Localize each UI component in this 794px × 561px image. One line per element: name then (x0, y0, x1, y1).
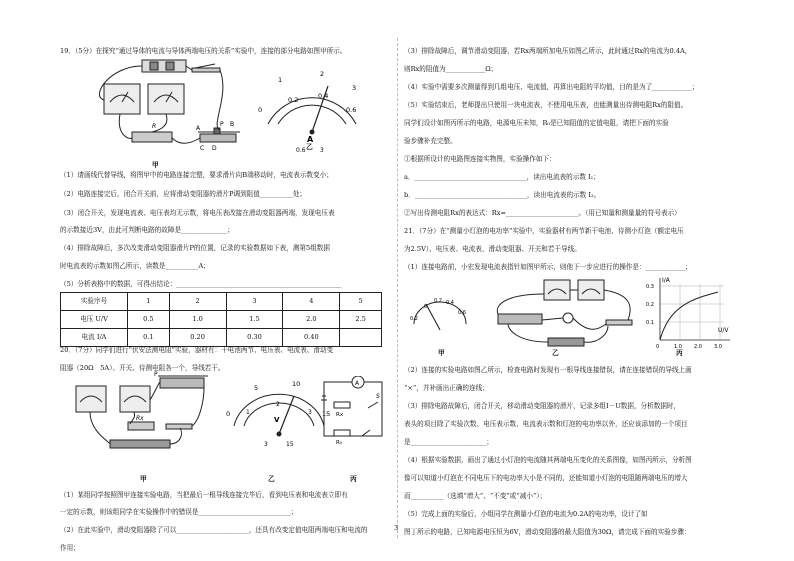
q20-step-b: b．__________________________________，读出电流表的示数 I₂。 (404, 191, 601, 199)
dial-tick: 15 (322, 410, 331, 418)
dial-tick: 0.6 (458, 310, 466, 316)
fig-caption-jia: 甲 (140, 475, 147, 483)
q20-part4: （4）实验中需要多次测量得到几组电压、电流值，再算出电阻的平均值，目的是为了____________； (404, 83, 699, 91)
graph-ytick: 0.1 (646, 320, 654, 326)
label-A: A (355, 380, 360, 387)
q19-part2: （2）电路连接完后，闭合开关前，应将滑动变阻器的滑片P调到阻值__________处； (60, 190, 307, 198)
q20-part3-cont: 则Rx的阻值为____________Ω； (404, 65, 498, 73)
fig-caption-jia: 甲 (152, 161, 159, 169)
label-D: D (212, 145, 217, 152)
label-S: S (376, 393, 380, 400)
dial-tick: 0.2 (288, 96, 299, 104)
label-Rx: Rx (136, 415, 144, 422)
q19-part4-cont: 时电流表的示数如图乙所示，读数是__________A； (60, 262, 210, 270)
q20-part5-cont: 同学们设计如图丙所示的电路，电源电压未知，R₀是已知阻值的定值电阻，请把下面的实验 (404, 119, 669, 127)
q19-part3-cont: 的示数接近3V，由此可判断电路的故障是______________； (60, 226, 234, 234)
dial-tick: 0.4 (446, 300, 454, 306)
page-number: 3 (394, 524, 399, 532)
fig-caption-bing: 丙 (350, 475, 357, 483)
label-R: R (152, 123, 157, 130)
label-Rx: Rx (336, 412, 344, 418)
dial-unit: A (307, 135, 314, 144)
q21-part4-cont2: 而__________（选填“增大”、“不变”或“减小”）； (404, 492, 547, 500)
q20-step-a: a．__________________________________，读出电流表的示数 I₁； (404, 173, 600, 181)
dial-tick: 0 (226, 410, 231, 418)
q21-part1: （1）连接电路前，小宏发现电流表指针如图甲所示，则他下一步应进行的操作是：____________； (404, 263, 692, 271)
graph-xtick: 3.0 (714, 344, 722, 350)
label-P: P (220, 121, 224, 128)
graph-ytick: 0.3 (646, 284, 654, 290)
q21-part4: （4）根据实验数据，画出了通过小灯泡的电流随其两端电压变化的关系图像，如图丙所示，分析图 (404, 456, 692, 464)
label-P: P (154, 371, 158, 378)
dial-tick: 3 (352, 84, 357, 92)
q21-part2: （2）连接的实验电路如图乙所示，检查电路时发现有一根导线连接错误，请在连接错误的导线上画 (404, 366, 692, 374)
q21-fig-circuit (488, 274, 638, 354)
q19-fig-circuit (80, 56, 263, 162)
fig-caption-yi: 乙 (306, 143, 313, 151)
q20-expression: ②写出待测电阻Rx的表达式：Rx=______________________。（用已知量和测量量的符号表示） (404, 209, 681, 217)
q19-part3: （3）闭合开关，发现电流表、电压表均无示数，将电压表改接在滑动变阻器两端，发现电压表 (60, 209, 335, 217)
table-row: 实验序号 1 2 3 4 5 (61, 293, 382, 311)
dial-tick: 2 (320, 70, 325, 78)
q20-part3: （3）排除故障后，调节滑动变阻器，若Rx两端所加电压如图乙所示，此时通过Rx的电流为0.4A， (404, 47, 692, 55)
q19-part5: （5）分析表格中的数据，可得出结论：__________________________________________________ (60, 280, 342, 288)
fig-caption-bing: 丙 (676, 349, 683, 357)
table-row: 电压 U/V 0.5 1.0 1.5 2.0 2.5 (61, 311, 382, 329)
dial-tick: 3 (308, 409, 312, 416)
q21-stem-cont: 为2.5V）、电压表、电流表、滑动变阻器、开关和若干导线。 (404, 245, 581, 253)
table-row: 电流 I/A 0.1 0.20 0.30 0.40 (61, 329, 382, 347)
fig-caption-jia: 甲 (438, 349, 445, 357)
fig-caption-yi: 乙 (268, 475, 275, 483)
q20-part2: （2）在此实验中，滑动变阻器除了可以______________________，还具有改变定值电阻两端电压和电流的 (60, 526, 368, 534)
label-C: C (200, 145, 205, 152)
column-divider (397, 38, 398, 538)
terminal-label: 0.6 (296, 147, 306, 154)
q20-part5: （5）实验结束后，老师提出只使用一块电流表，不使用电压表，也能测量出待测电阻Rx的阻值。 (404, 101, 688, 109)
q20-step-intro: ①根据所设计的电路图连接实物图，实验操作如下： (404, 155, 556, 163)
graph-ytick: 0.2 (646, 302, 654, 308)
dial-tick: 0.6 (346, 106, 357, 114)
q21-part2-cont: “×”，并补画出正确的连线； (404, 384, 489, 392)
q21-fig-meter (410, 290, 470, 334)
terminal-label: 15 (286, 441, 294, 448)
graph-xtick: 1.0 (674, 344, 682, 350)
q19-part1: （1）请画线代替导线，将图甲中的电路连接完整，要求滑片向B端移动时，电流表示数变小； (60, 171, 333, 179)
q20-part2-cont: 作用； (60, 544, 80, 552)
q20-part1: （1）某组同学按照图甲连接实验电路，当把最后一根导线连接完毕后，看到电压表和电流表立即有 (60, 491, 348, 499)
q21-part5: （5）完成上面的实验后，小组同学在测量小灯泡的电流为0.2A的电功率，设计了如 (404, 510, 648, 518)
q21-part5-cont: 图丁所示的电路，已知电源电压恒为6V，滑动变阻器的最大阻值为30Ω，请完成下面的实验步骤： (404, 528, 691, 536)
q21-part3: （3）排除电路故障后，闭合开关，移动滑动变阻器的滑片，记录多组I－U数据，分析数据时， (404, 402, 681, 410)
dial-tick: 5 (254, 384, 259, 392)
dial-tick: 1 (278, 76, 283, 84)
terminal-label: 3 (264, 441, 268, 448)
dial-unit: V (274, 416, 280, 424)
dial-tick: 10 (292, 380, 301, 388)
q21-part4-cont: 像可以知道小灯泡在不同电压下的电功率大小是不同的，还能知道小灯泡的电阻随两端电压的增大 (404, 474, 688, 482)
graph-ylabel: I/A (662, 277, 670, 284)
q19-stem: 19．（5分）在探究“通过导体的电流与导体两端电压的关系”实验中，连接的部分电路如图甲所示。 (60, 47, 347, 55)
dial-tick: 0 (258, 106, 263, 114)
q21-part3-cont2: 是_______________________； (404, 438, 494, 446)
label-A: A (196, 125, 201, 132)
graph-xtick: 0 (656, 344, 660, 350)
q20-fig-circuit (70, 370, 220, 454)
q19-data-table (60, 292, 382, 347)
dial-tick: 0.2 (410, 316, 418, 322)
q21-part3-cont: 表头的项目除了实验次数、电压表示数、电流表示数和灯泡的电功率以外，还应该添加的一个项目 (404, 420, 688, 428)
q21-stem: 21．（7分）在“测量小灯泡的电功率”实验中，实验器材有两节新干电池、待测小灯泡（额定电压 (404, 227, 684, 235)
dial-tick: 1 (246, 409, 250, 416)
dial-tick: 0 (424, 304, 428, 310)
dial-tick: 0.2 (434, 298, 442, 304)
q19-part4: （4）排除故障后，多次改变滑动变阻器滑片P的位置，记录的实验数据如下表，测第5组数据 (60, 244, 330, 252)
q21-fig-iu-graph (644, 274, 734, 354)
dial-tick: 2 (276, 401, 280, 408)
graph-xtick: 2.0 (694, 344, 702, 350)
fig-caption-yi: 乙 (552, 349, 559, 357)
q20-part1-cont: 一定的示数，则该组同学在实验操作中的错误是____________________________； (60, 508, 298, 516)
label-R0: R₀ (336, 440, 343, 446)
q20-fig-schematic (318, 376, 388, 446)
label-B: B (230, 121, 235, 128)
terminal-label: 3 (320, 147, 324, 154)
graph-xlabel: U/V (718, 327, 729, 334)
dial-tick: 0.4 (318, 92, 329, 100)
q20-stem: 20．（7分）同学们进行“伏安法测电阻”实验，器材有：干电池两节、电压表、电流表、滑动变 (60, 346, 334, 354)
q20-stem-cont: 阻器（20Ω 5A）、开关、待测电阻各一个，导线若干。 (60, 364, 225, 372)
q20-part5-cont2: 验步骤补充完整。 (404, 137, 457, 145)
